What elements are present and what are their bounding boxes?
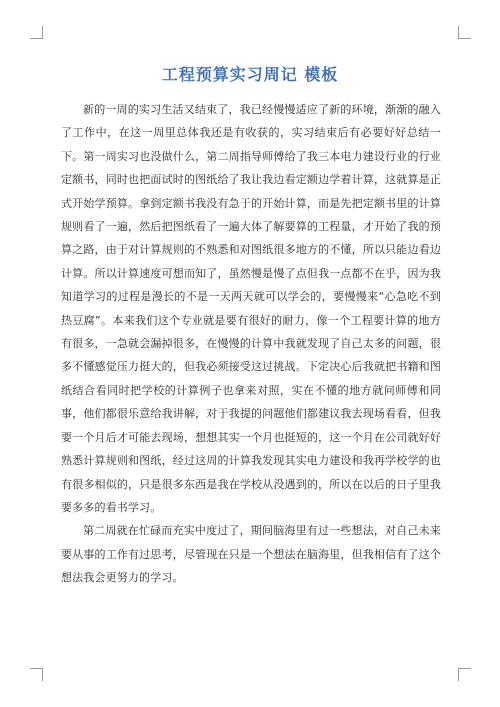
crop-mark-bottom-right xyxy=(458,668,471,681)
crop-mark-bottom-left xyxy=(30,668,43,681)
document-title: 工程预算实习周记 模板 xyxy=(161,65,339,84)
crop-mark-top-right xyxy=(458,26,471,39)
document-body xyxy=(61,98,441,590)
paragraph-1: 新的一周的实习生活又结束了，我已经慢慢适应了新的环境，渐渐的融入了工作中，在这一周里总体我还是有收获的，实习结束后有必要好好总结一下。第一周实习也没做什么，第二周指导师傅给了我三本电力建设行业的行业定额书，同时也把面试时的图纸给了我让我边看定额边学着计算，这就算是正式开始学预算。拿到定额书我没有急于的开始计算，而是先把定额书里的计算规则看了一遍，然后把图纸看了一遍大体了解要算的工程量，才开始了我的预算之路，由于对计算规则的不熟悉和对图纸很多地方的不懂，所以只能边看边计算。所以计算速度可想而知了，虽然慢是慢了点但我一点都不在乎，因为我知道学习的过程是漫长的不是一天两天就可以学会的，要慢慢来“心急吃不到热豆腐”。本来我们这个专业就是要有很好的耐力，像一个工程要计算的地方有很多，一急就会漏掉很多，在慢慢的计算中我就发现了自己太多的问题，很多不懂感觉压力挺大的，但我必须接受这过挑战。下定决心后我就把书籍和图纸结合看同时把学校的计算例子也拿来对照，实在不懂的地方就问师傅和同事，他们都很乐意给我讲解，对于我提的问题他们都建议我去现场看看，但我要一个月后才可能去现场，想想其实一个月也挺短的，这一个月在公司就好好熟悉计算规则和图纸，经过这周的计算我发现其实电力建设和我再学校学的也有很多相似的，只是很多东西是我在学校从没遇到的，所以在以后的日子里我要多多的看书学习。 xyxy=(61,103,441,514)
crop-mark-top-left xyxy=(30,26,43,39)
paragraph-2: 第二周就在忙碌而充实中度过了，期间脑海里有过一些想法，对自己未来要从事的工作有过思考，尽管现在只是一个想法在脑海里，但我相信有了这个想法我会更努力的学习。 xyxy=(61,524,441,585)
